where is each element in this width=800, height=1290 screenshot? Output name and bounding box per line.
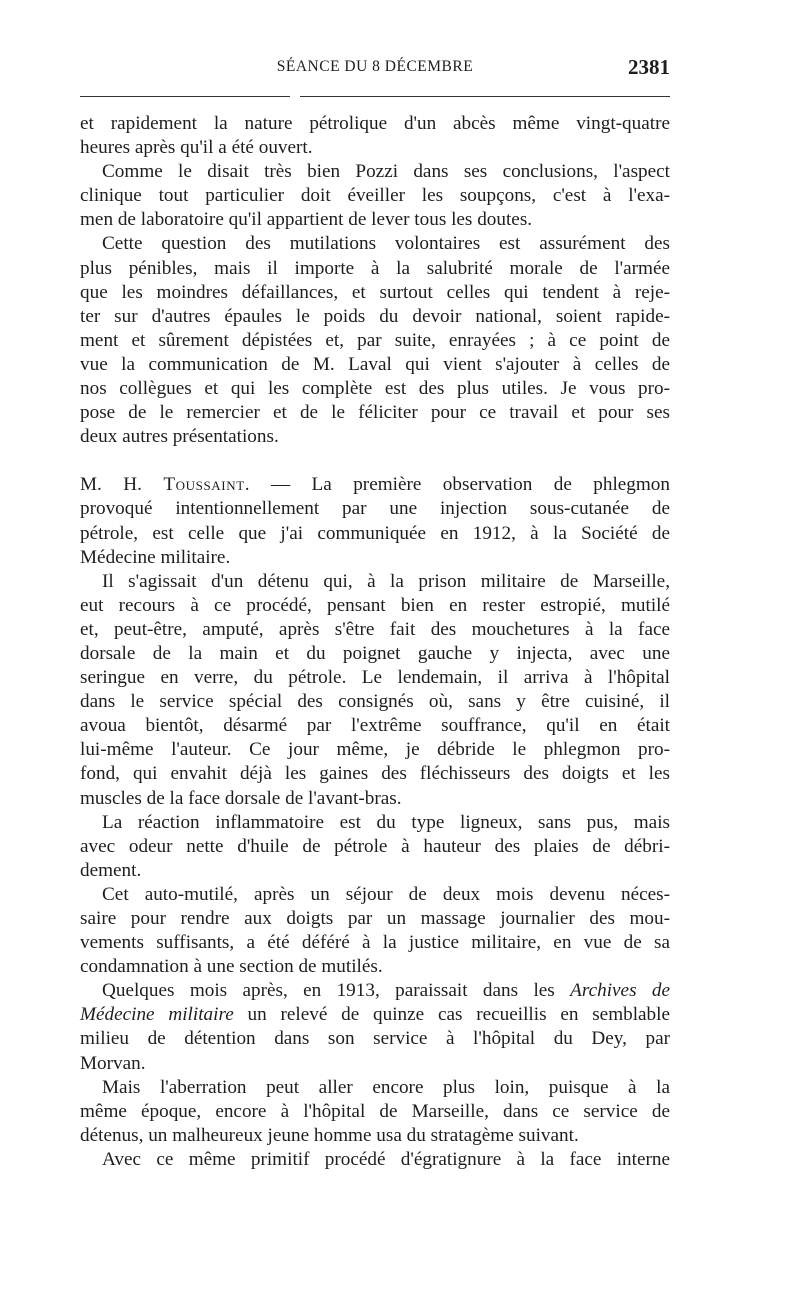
text-line: seringue en verre, du pétrole. Le lendemain, il arriva à l'hôpital <box>80 667 670 689</box>
text-line: men de laboratoire qu'il appartient de lever tous les doutes. <box>80 209 533 231</box>
text-line: avoua bientôt, désarmé par l'extrême souffrance, qu'il en était <box>80 715 670 737</box>
text-line: même époque, encore à l'hôpital de Marseille, dans ce service de <box>80 1100 670 1122</box>
page-header <box>80 55 670 88</box>
text-line: Médecine militaire. <box>80 546 231 568</box>
text-line: dorsale de la main et du poignet gauche y injecta, avec une <box>80 642 670 664</box>
text-line: deux autres présentations. <box>80 426 279 448</box>
text-line: saire pour rendre aux doigts par un massage journalier des mou- <box>80 908 670 929</box>
journal-title-part1: Archives de <box>570 980 671 1002</box>
text-line: Mais l'aberration peut aller encore plus loin, puisque à la <box>102 1076 670 1098</box>
text-line: condamnation à une section de mutilés. <box>80 956 383 978</box>
speaker-name: Toussaint <box>163 474 245 496</box>
text-line: Cette question des mutilations volontaires est assurément des <box>102 233 670 255</box>
text-line: milieu de détention dans son service à l'hôpital du Dey, par <box>80 1028 670 1050</box>
text-line: nos collègues et qui les complète est des plus utiles. Je vous pro- <box>80 378 670 400</box>
text-fragment: . — La première observation de phlegmon <box>244 474 670 496</box>
text-line: heures après qu'il a été ouvert. <box>80 137 313 159</box>
header-rule-left <box>80 96 290 97</box>
text-line: que les moindres défaillances, et surtout celles qui tendent à reje- <box>80 281 670 303</box>
text-line: ter sur d'autres épaules le poids du devoir national, soient rapide- <box>80 305 670 327</box>
text-line: dans le service spécial des consignés où, sans y être cuisiné, il <box>80 691 670 713</box>
text-line: Il s'agissait d'un détenu qui, à la prison militaire de Marseille, <box>102 570 670 592</box>
text-line: pétrole, est celle que j'ai communiquée en 1912, à la Société de <box>80 522 670 544</box>
text-line: vements suffisants, a été déféré à la justice militaire, en vue de sa <box>80 932 670 954</box>
journal-title-part2: Médecine militaire <box>80 1004 234 1026</box>
text-line: plus pénibles, mais il importe à la salubrité morale de l'armée <box>80 257 670 279</box>
text-line: et, peut-être, amputé, après s'être fait des mouchetures à la face <box>80 618 670 640</box>
paragraph-gap <box>80 449 670 473</box>
text-line: provoqué intentionnellement par une injection sous-cutanée de <box>80 498 670 520</box>
text-line <box>80 1003 670 1027</box>
page-number: 2381 <box>628 55 670 79</box>
speaker-prefix: M. H. <box>80 474 164 496</box>
text-fragment: un relevé de quinze cas recueillis en semblable <box>233 1004 670 1026</box>
header-rule-right <box>300 96 670 97</box>
body-text <box>80 112 670 1172</box>
text-line: pose de le remercier et de le féliciter pour ce travail et pour ses <box>80 402 670 424</box>
text-line <box>80 979 670 1003</box>
text-line: avec odeur nette d'huile de pétrole à hauteur des plaies de débri- <box>80 835 670 857</box>
text-line: clinique tout particulier doit éveiller les soupçons, c'est à l'exa- <box>80 185 670 207</box>
text-line: muscles de la face dorsale de l'avant-bras. <box>80 787 402 809</box>
text-line: dement. <box>80 859 142 881</box>
running-title: SÉANCE DU 8 DÉCEMBRE <box>276 58 474 75</box>
text-line <box>80 473 670 497</box>
text-line: Morvan. <box>80 1052 146 1074</box>
text-line: Comme le disait très bien Pozzi dans ses conclusions, l'aspect <box>102 161 670 183</box>
text-line: Avec ce même primitif procédé d'égratignure à la face interne <box>102 1148 670 1170</box>
text-line: ment et sûrement dépistées et, par suite, enrayées ; à ce point de <box>80 329 670 351</box>
text-line: Cet auto-mutilé, après un séjour de deux mois devenu néces- <box>102 883 670 905</box>
text-line: La réaction inflammatoire est du type ligneux, sans pus, mais <box>102 811 670 833</box>
text-line: et rapidement la nature pétrolique d'un abcès même vingt-quatre <box>80 113 670 134</box>
text-line: vue la communication de M. Laval qui vient s'ajouter à celles de <box>80 353 670 375</box>
text-line: fond, qui envahit déjà les gaines des fléchisseurs des doigts et les <box>80 763 670 785</box>
text-fragment: Quelques mois après, en 1913, paraissait dans les <box>102 980 571 1002</box>
text-line: lui-même l'auteur. Ce jour même, je débride le phlegmon pro- <box>80 739 670 761</box>
text-line: eut recours à ce procédé, pensant bien en rester estropié, mutilé <box>80 594 670 616</box>
text-line: détenus, un malheureux jeune homme usa du stratagème suivant. <box>80 1124 579 1146</box>
